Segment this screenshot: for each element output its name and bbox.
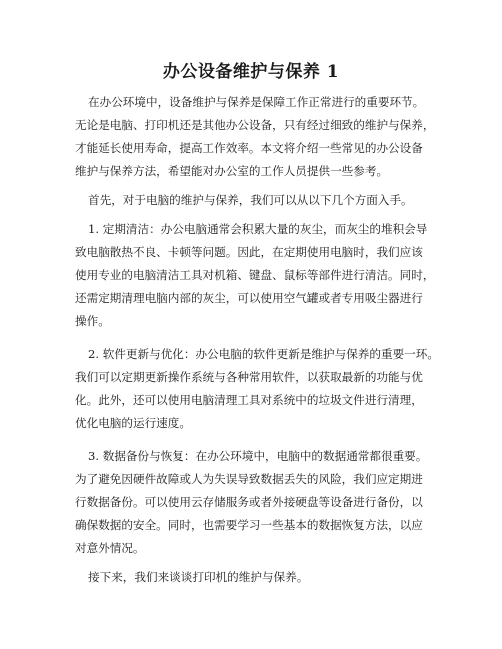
body-line: 首先，对于电脑的维护与保养，我们可以从以下几个方面入手。 bbox=[88, 193, 413, 207]
body-line: 优化电脑的运行速度。 bbox=[75, 416, 191, 430]
body-line: 在办公环境中，设备维护与保养是保障工作正常进行的重要环节。 bbox=[88, 95, 425, 109]
body-line: 2. 软件更新与优化：办公电脑的软件更新是维护与保养的重要一环。 bbox=[88, 347, 439, 361]
body-line: 无论是电脑、打印机还是其他办公设备，只有经过细致的维护与保养， bbox=[75, 118, 435, 132]
body-line: 接下来，我们来谈谈打印机的维护与保养。 bbox=[88, 570, 309, 584]
body-line: 操作。 bbox=[75, 314, 110, 328]
body-line: 致电脑散热不良、卡顿等问题。因此，在定期使用电脑时，我们应该 bbox=[75, 245, 423, 259]
body-line: 我们可以定期更新操作系统与各种常用软件，以获取最新的功能与优 bbox=[75, 370, 423, 384]
body-line: 使用专业的电脑清洁工具对机箱、键盘、鼠标等部件进行清洁。同时， bbox=[75, 268, 435, 282]
body-line: 对意外情况。 bbox=[75, 541, 145, 555]
body-line: 3. 数据备份与恢复：在办公环境中，电脑中的数据通常都很重要。 bbox=[88, 449, 428, 463]
body-line: 化。此外，还可以使用电脑清理工具对系统中的垃圾文件进行清理， bbox=[75, 393, 423, 407]
body-line: 行数据备份。可以使用云存储服务或者外接硬盘等设备进行备份，以 bbox=[75, 495, 423, 509]
body-line: 还需定期清理电脑内部的灰尘，可以使用空气罐或者专用吸尘器进行 bbox=[75, 291, 423, 305]
body-line: 为了避免因硬件故障或人为失误导致数据丢失的风险，我们应定期进 bbox=[75, 472, 423, 486]
body-line: 1. 定期清洁：办公电脑通常会积累大量的灰尘，而灰尘的堆积会导 bbox=[88, 222, 428, 236]
document-title: 办公设备维护与保养 1 bbox=[162, 62, 340, 82]
body-line: 才能延长使用寿命，提高工作效率。本文将介绍一些常见的办公设备 bbox=[75, 141, 423, 155]
body-line: 维护与保养方法，希望能对办公室的工作人员提供一些参考。 bbox=[75, 164, 389, 178]
body-line: 确保数据的安全。同时，也需要学习一些基本的数据恢复方法，以应 bbox=[75, 518, 423, 532]
